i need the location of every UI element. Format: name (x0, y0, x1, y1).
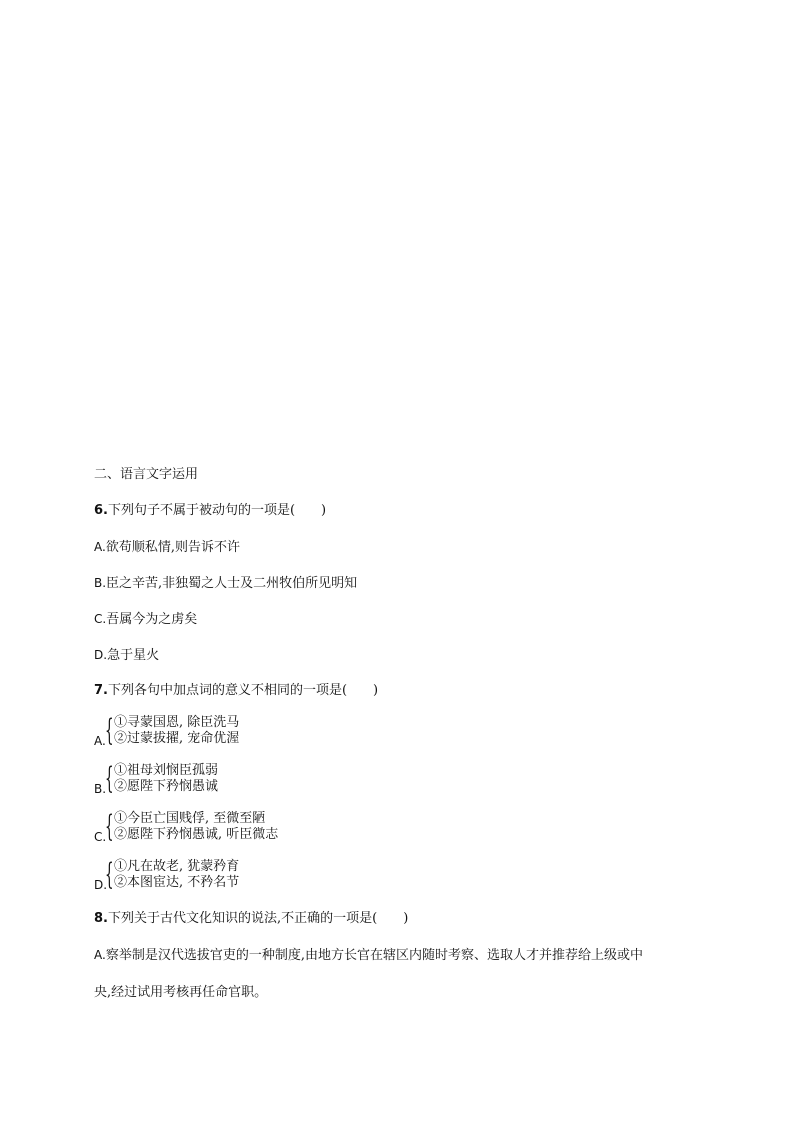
option-letter: C. (94, 612, 107, 626)
option-line-1: ①凡在故老, 犹蒙矜育 (114, 859, 240, 874)
question-7-stem (94, 682, 378, 700)
brace-icon: { (105, 857, 114, 892)
q8-option-a-line-2: 央,经过试用考核再任命官职。 (94, 985, 268, 1000)
question-text: 下列句子不属于被动句的一项是( ) (107, 503, 327, 518)
option-text: 急于星火 (107, 648, 160, 663)
option-letter: B. (94, 576, 107, 590)
option-line-2: ②本图宦达, 不矜名节 (114, 875, 240, 890)
q8-option-a-line-1 (94, 946, 643, 965)
question-number: 8. (94, 911, 108, 926)
question-number: 7. (94, 683, 108, 698)
option-line-2: ②愿陛下矜悯愚诚, 听臣微志 (114, 827, 279, 842)
option-text: 欲苟顺私情,则告诉不许 (105, 540, 240, 555)
option-line-1: ①今臣亡国贱俘, 至微至陋 (114, 811, 266, 826)
option-letter: C. (94, 830, 107, 844)
option-line-2: ②愿陛下矜悯愚诚 (114, 779, 219, 794)
option-text: 吾属今为之虏矣 (106, 612, 198, 627)
question-text: 下列各句中加点词的意义不相同的一项是( ) (107, 683, 379, 698)
q6-option-a (94, 538, 240, 557)
option-letter: A. (94, 734, 106, 748)
q6-option-b (94, 574, 357, 593)
q7-option-c (94, 811, 494, 847)
brace-icon: { (105, 713, 114, 748)
q7-option-d (94, 859, 494, 895)
brace-icon: { (105, 809, 114, 844)
question-6-stem (94, 502, 326, 520)
question-number: 6. (94, 503, 108, 518)
brace-icon: { (105, 761, 114, 796)
option-text: 臣之辛苦,非独蜀之人士及二州牧伯所见明知 (106, 576, 358, 591)
q7-option-a (94, 715, 494, 751)
option-line-2: ②过蒙拔擢, 宠命优渥 (114, 731, 240, 746)
option-line-1: ①寻蒙国恩, 除臣洗马 (114, 715, 240, 730)
question-8-stem (94, 910, 408, 928)
option-text: 察举制是汉代选拔官吏的一种制度,由地方长官在辖区内随时考察、选取人才并推荐给上级或中 (105, 948, 643, 963)
option-line-1: ①祖母刘悯臣孤弱 (114, 763, 219, 778)
q6-option-d (94, 646, 159, 665)
question-text: 下列关于古代文化知识的说法,不正确的一项是( ) (107, 911, 409, 926)
option-letter: A. (94, 948, 106, 962)
section-title: 二、语言文字运用 (94, 467, 199, 482)
option-letter: D. (94, 878, 108, 892)
q7-option-b (94, 763, 494, 799)
option-letter: B. (94, 782, 107, 796)
option-letter: A. (94, 540, 106, 554)
q6-option-c (94, 610, 197, 629)
option-letter: D. (94, 648, 108, 662)
